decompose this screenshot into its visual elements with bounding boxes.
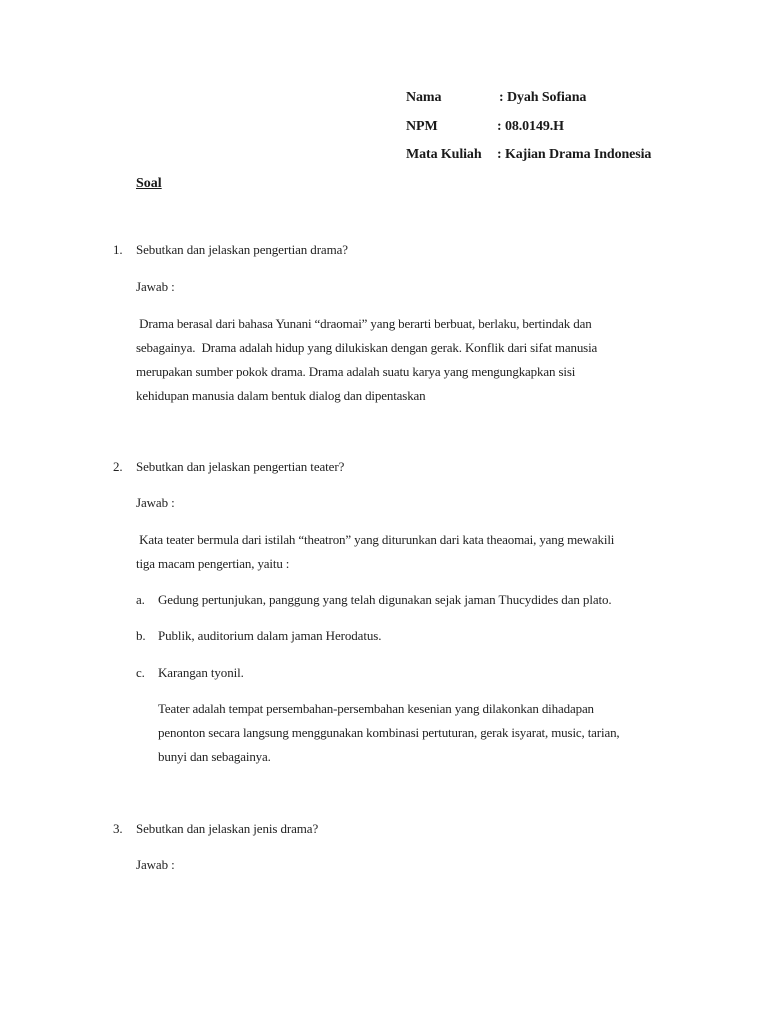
question-1-jawab: Jawab :: [136, 279, 175, 294]
extra-line: penonton secara langsung menggunakan kombinasi pertuturan, gerak isyarat, music, tarian,: [158, 725, 620, 740]
list-item-b: Publik, auditorium dalam jaman Herodatus.: [158, 628, 382, 643]
nama-value: : Dyah Sofiana: [499, 90, 587, 105]
extra-line: bunyi dan sebagainya.: [158, 749, 271, 764]
matkul-value: : Kajian Drama Indonesia: [497, 147, 652, 162]
question-1-answer: [136, 312, 597, 408]
list-item-a: Gedung pertunjukan, panggung yang telah digunakan sejak jaman Thucydides dan plato.: [158, 592, 612, 607]
answer-line: tiga macam pengertian, yaitu :: [136, 556, 290, 571]
list-marker-a: a.: [136, 592, 145, 607]
list-marker-b: b.: [136, 628, 146, 643]
question-2-extra: [158, 697, 620, 769]
answer-line: sebagainya. Drama adalah hidup yang dilukiskan dengan gerak. Konflik dari sifat manusia: [136, 340, 598, 355]
question-3-text: Sebutkan dan jelaskan jenis drama?: [136, 821, 319, 836]
list-item-c: Karangan tyonil.: [158, 665, 244, 680]
npm-label: NPM: [406, 119, 438, 134]
question-3-number: 3.: [113, 821, 123, 836]
question-1-number: 1.: [113, 242, 123, 257]
answer-line: kehidupan manusia dalam bentuk dialog dan dipentaskan: [136, 388, 426, 403]
list-marker-c: c.: [136, 665, 145, 680]
question-3-jawab: Jawab :: [136, 857, 175, 872]
question-2-number: 2.: [113, 459, 123, 474]
nama-label: Nama: [406, 90, 442, 105]
question-1-text: Sebutkan dan jelaskan pengertian drama?: [136, 242, 348, 257]
soal-title: Soal: [136, 176, 162, 191]
matkul-label: Mata Kuliah: [406, 147, 482, 162]
extra-line: Teater adalah tempat persembahan-persembahan kesenian yang dilakonkan dihadapan: [158, 701, 594, 716]
npm-value: : 08.0149.H: [497, 119, 564, 134]
question-2-text: Sebutkan dan jelaskan pengertian teater?: [136, 459, 345, 474]
answer-line: merupakan sumber pokok drama. Drama adalah suatu karya yang mengungkapkan sisi: [136, 364, 576, 379]
question-2-answer: [136, 528, 614, 576]
answer-line: Drama berasal dari bahasa Yunani “draomai” yang berarti berbuat, berlaku, bertindak dan: [136, 316, 592, 331]
question-2-jawab: Jawab :: [136, 495, 175, 510]
answer-line: Kata teater bermula dari istilah “theatron” yang diturunkan dari kata theaomai, yang mewakili: [136, 532, 615, 547]
